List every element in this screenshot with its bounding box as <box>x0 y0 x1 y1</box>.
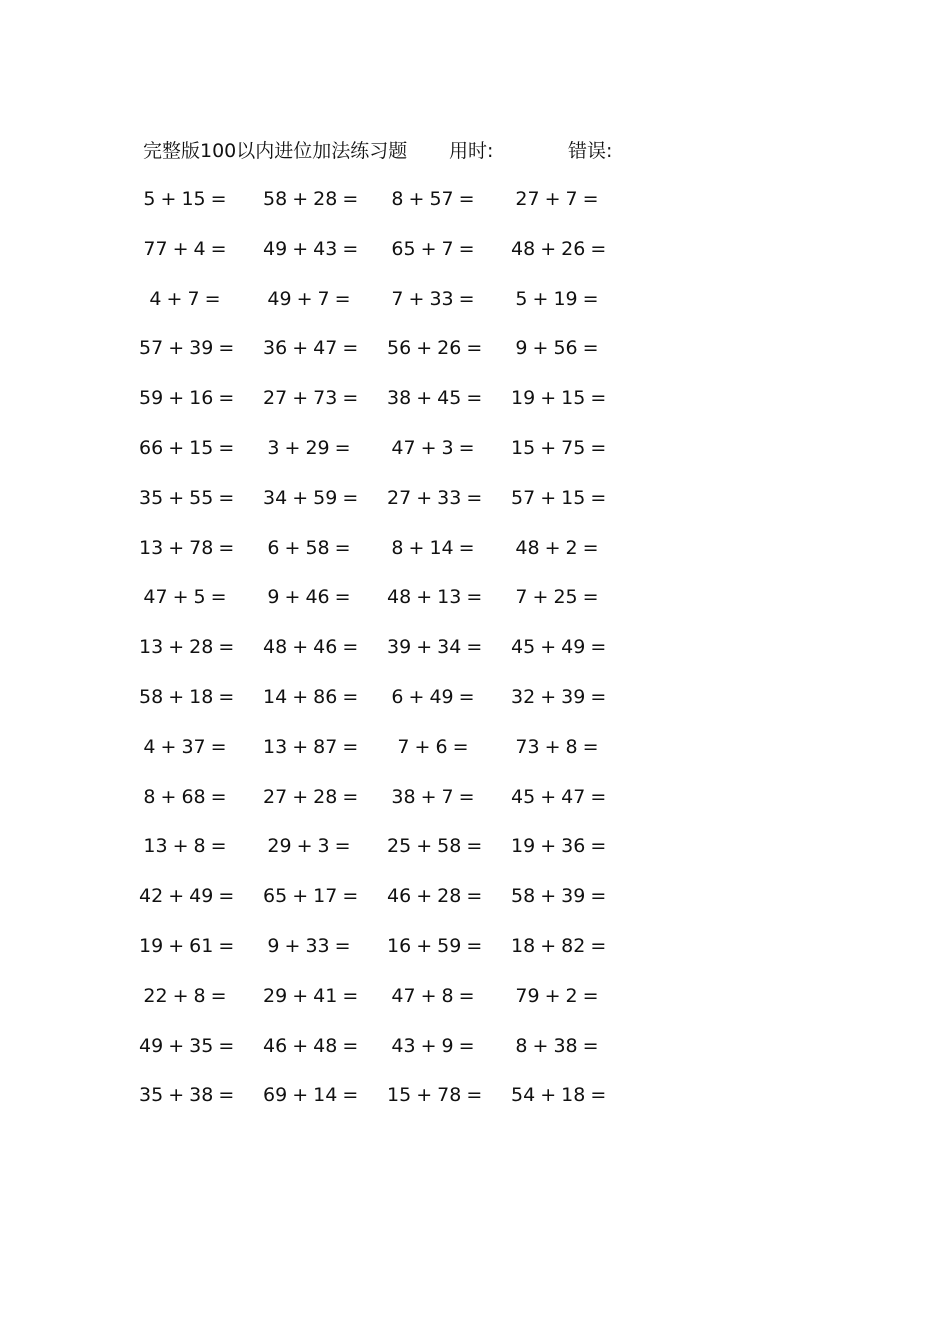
addition-problem: 27 + 73 = <box>263 387 359 410</box>
addition-problem: 46 + 48 = <box>263 1034 359 1057</box>
addition-problem: 39 + 34 = <box>387 636 483 659</box>
addition-problem: 13 + 87 = <box>263 735 359 758</box>
addition-problem: 77 + 4 = <box>143 237 227 260</box>
addition-problem: 38 + 45 = <box>387 387 483 410</box>
problem-row <box>143 827 623 877</box>
addition-problem: 57 + 39 = <box>139 337 235 360</box>
addition-problem: 3 + 29 = <box>267 436 351 459</box>
addition-problem: 34 + 59 = <box>263 486 359 509</box>
addition-problem: 8 + 68 = <box>143 785 227 808</box>
addition-problem: 48 + 26 = <box>511 237 607 260</box>
addition-problem: 6 + 49 = <box>391 685 475 708</box>
problem-row <box>139 628 623 678</box>
addition-problem: 7 + 25 = <box>515 586 599 609</box>
problem-row <box>143 280 623 330</box>
addition-problem: 65 + 17 = <box>263 885 359 908</box>
problem-row <box>143 977 623 1027</box>
addition-problem: 18 + 82 = <box>511 934 607 957</box>
addition-problem: 43 + 9 = <box>391 1034 475 1057</box>
addition-problem: 9 + 56 = <box>515 337 599 360</box>
addition-problem: 48 + 2 = <box>515 536 599 559</box>
addition-problem: 25 + 58 = <box>387 835 483 858</box>
addition-problem: 4 + 37 = <box>143 735 227 758</box>
addition-problem: 8 + 14 = <box>391 536 475 559</box>
addition-problem: 73 + 8 = <box>515 735 599 758</box>
addition-problem: 38 + 7 = <box>391 785 475 808</box>
problem-grid <box>139 180 623 1126</box>
addition-problem: 29 + 41 = <box>263 984 359 1007</box>
addition-problem: 13 + 28 = <box>139 636 235 659</box>
problem-row <box>143 180 623 230</box>
time-used-label: 用时: <box>449 140 494 162</box>
addition-problem: 69 + 14 = <box>263 1084 359 1107</box>
addition-problem: 45 + 47 = <box>511 785 607 808</box>
worksheet-header <box>143 136 663 166</box>
problem-row <box>139 877 623 927</box>
problem-row <box>139 529 623 579</box>
addition-problem: 7 + 6 = <box>397 735 469 758</box>
problem-row <box>143 578 623 628</box>
addition-problem: 47 + 3 = <box>391 436 475 459</box>
problem-row <box>139 429 623 479</box>
addition-problem: 16 + 59 = <box>387 934 483 957</box>
addition-problem: 9 + 33 = <box>267 934 351 957</box>
problem-row <box>139 1076 623 1126</box>
addition-problem: 58 + 28 = <box>263 188 359 210</box>
addition-problem: 15 + 78 = <box>387 1084 483 1107</box>
addition-problem: 79 + 2 = <box>515 984 599 1007</box>
page-title: 完整版100以内进位加法练习题 <box>143 140 408 162</box>
addition-problem: 48 + 46 = <box>263 636 359 659</box>
problem-row <box>139 927 623 977</box>
addition-problem: 66 + 15 = <box>139 436 235 459</box>
problem-row <box>139 379 623 429</box>
addition-problem: 35 + 55 = <box>139 486 235 509</box>
addition-problem: 58 + 39 = <box>511 885 607 908</box>
addition-problem: 46 + 28 = <box>387 885 483 908</box>
addition-problem: 29 + 3 = <box>267 835 351 858</box>
addition-problem: 7 + 33 = <box>391 287 475 310</box>
addition-problem: 49 + 7 = <box>267 287 351 310</box>
addition-problem: 4 + 7 = <box>149 287 221 310</box>
addition-problem: 27 + 33 = <box>387 486 483 509</box>
addition-problem: 45 + 49 = <box>511 636 607 659</box>
error-count-label: 错误: <box>568 140 613 162</box>
problem-row <box>139 678 623 728</box>
addition-problem: 59 + 16 = <box>139 387 235 410</box>
addition-problem: 5 + 15 = <box>143 188 227 210</box>
addition-problem: 13 + 8 = <box>143 835 227 858</box>
addition-problem: 22 + 8 = <box>143 984 227 1007</box>
problem-row <box>139 1027 623 1077</box>
addition-problem: 56 + 26 = <box>387 337 483 360</box>
addition-problem: 19 + 15 = <box>511 387 607 410</box>
addition-problem: 8 + 57 = <box>391 188 475 210</box>
addition-problem: 9 + 46 = <box>267 586 351 609</box>
addition-problem: 19 + 61 = <box>139 934 235 957</box>
addition-problem: 42 + 49 = <box>139 885 235 908</box>
addition-problem: 19 + 36 = <box>511 835 607 858</box>
addition-problem: 15 + 75 = <box>511 436 607 459</box>
addition-problem: 27 + 7 = <box>515 188 599 210</box>
problem-row <box>139 479 623 529</box>
problem-row <box>139 329 623 379</box>
addition-problem: 35 + 38 = <box>139 1084 235 1107</box>
addition-problem: 65 + 7 = <box>391 237 475 260</box>
addition-problem: 48 + 13 = <box>387 586 483 609</box>
addition-problem: 54 + 18 = <box>511 1084 607 1107</box>
addition-problem: 32 + 39 = <box>511 685 607 708</box>
addition-problem: 6 + 58 = <box>267 536 351 559</box>
addition-problem: 5 + 19 = <box>515 287 599 310</box>
addition-problem: 14 + 86 = <box>263 685 359 708</box>
addition-problem: 36 + 47 = <box>263 337 359 360</box>
addition-problem: 13 + 78 = <box>139 536 235 559</box>
addition-problem: 58 + 18 = <box>139 685 235 708</box>
addition-problem: 49 + 35 = <box>139 1034 235 1057</box>
addition-problem: 47 + 5 = <box>143 586 227 609</box>
addition-problem: 27 + 28 = <box>263 785 359 808</box>
addition-problem: 8 + 38 = <box>515 1034 599 1057</box>
addition-problem: 49 + 43 = <box>263 237 359 260</box>
problem-row <box>143 778 623 828</box>
addition-problem: 57 + 15 = <box>511 486 607 509</box>
problem-row <box>143 230 623 280</box>
addition-problem: 47 + 8 = <box>391 984 475 1007</box>
problem-row <box>143 728 623 778</box>
